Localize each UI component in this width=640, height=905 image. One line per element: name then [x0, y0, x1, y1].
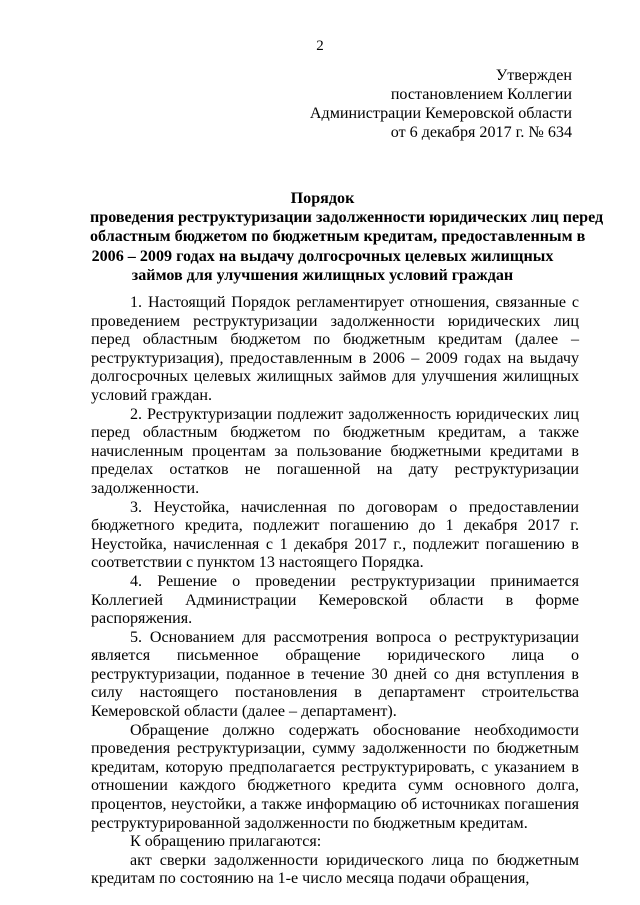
- title-line: проведения реструктуризации задолженности юридических лиц перед: [90, 209, 604, 227]
- document-body: [91, 294, 579, 889]
- approval-line: от 6 декабря 2017 г. № 634: [390, 124, 572, 141]
- approval-line: Администрации Кемеровской области: [309, 105, 572, 122]
- page-number: 2: [316, 38, 324, 54]
- paragraph-2: 2. Реструктуризации подлежит задолженность юридических лиц перед областным бюджетом по бюджетным кредитам, а также начисленным процентам за пользование бюджетными кредитами в пределах остатков не погашенной на дату реструктуризации задолженности.: [91, 405, 579, 497]
- paragraph-8: акт сверки задолженности юридического лица по бюджетным кредитам по состоянию на 1-е число месяца подачи обращения,: [91, 851, 579, 888]
- title-heading: Порядок: [290, 190, 355, 207]
- title-line: займов для улучшения жилищных условий граждан: [131, 266, 514, 284]
- title-line: 2006 – 2009 годах на выдачу долгосрочных целевых жилищных: [91, 247, 554, 265]
- paragraph-1: 1. Настоящий Порядок регламентирует отношения, связанные с проведением реструктуризации задолженности юридических лиц перед областным бюджетом по бюджетным кредитам (далее – реструктуризация), предоставленным в 2006 – 2009 годах на выдачу долгосрочных целевых жилищных займов для улучшения жилищных условий граждан.: [91, 294, 579, 404]
- paragraph-4: 4. Решение о проведении реструктуризации принимается Коллегией Администрации Кемеровской области в форме распоряжения.: [91, 572, 579, 628]
- title-line: областным бюджетом по бюджетным кредитам, предоставленным в: [90, 228, 586, 246]
- paragraph-5: 5. Основанием для рассмотрения вопроса о реструктуризации является письменное обращение юридического лица о реструктуризации, поданное в течение 30 дней со дня вступления в силу настоящего постановления в департамент строительства Кемеровской области (далее – департамент).: [91, 628, 579, 721]
- paragraph-7: К обращению прилагаются:: [130, 833, 322, 851]
- approval-line: постановлением Коллегии: [390, 86, 572, 103]
- approval-line: Утвержден: [495, 67, 572, 84]
- paragraph-6: Обращение должно содержать обоснование необходимости проведения реструктуризации, сумму задолженности по бюджетным кредитам, которую предполагается реструктурировать, с указанием в отношении каждого бюджетного кредита сумм основного долга, процентов, неустойки, а также информацию об источниках погашения реструктурированной задолженности по бюджетным кредитам.: [91, 721, 579, 832]
- document-title: [90, 189, 604, 285]
- approval-stamp: [310, 66, 572, 142]
- paragraph-3: 3. Неустойка, начисленная по договорам о предоставлении бюджетного кредита, подлежит погашению до 1 декабря 2017 г. Неустойка, начисленная с 1 декабря 2017 г., подлежит погашению в соответствии с пунктом 13 настоящего Порядка.: [91, 498, 579, 572]
